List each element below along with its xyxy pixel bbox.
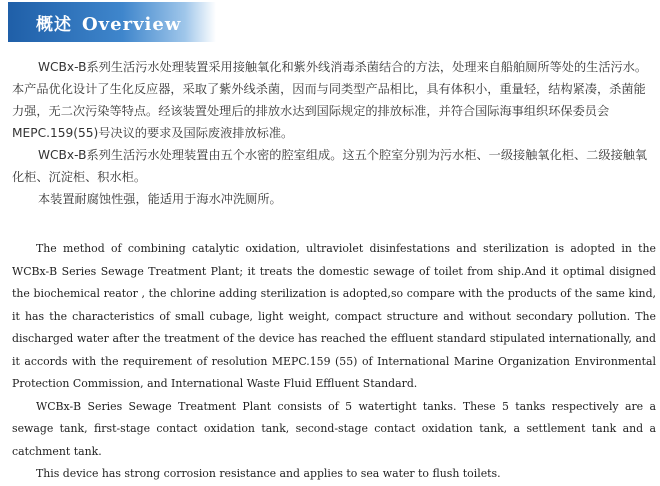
chinese-description: [12, 56, 652, 210]
en-paragraph-3: This device has strong corrosion resistance and applies to sea water to flush toilets.: [36, 467, 501, 480]
en-paragraph-2: WCBx-B Series Sewage Treatment Plant consists of 5 watertight tanks. These 5 tanks respectively are a sewage tank, first-stage contact oxidation tank, second-stage contact oxidation tank, a settlement tank and a catchment tank.: [12, 399, 656, 458]
section-title-cn: 概述: [36, 14, 72, 35]
section-title: [8, 10, 181, 35]
cn-paragraph-3: 本装置耐腐蚀性强，能适用于海水冲洗厕所。: [38, 192, 282, 206]
cn-paragraph-1: WCBx-B系列生活污水处理装置采用接触氧化和紫外线消毒杀菌结合的方法，处理来自船舶厕所等处的生活污水。本产品优化设计了生化反应器，采取了紫外线杀菌，因而与同类型产品相比，具有体积小，重量轻，结构紧凑，杀菌能力强，无二次污染等特点。经该装置处理后的排放水达到国际规定的排放标准，并符合国际海事组织环保委员会MEPC.159(55)号决议的要求及国际废液排放标准。: [12, 60, 648, 140]
en-paragraph-1: The method of combining catalytic oxidation, ultraviolet disinfestations and sterilization is adopted in the WCBx-B Series Sewage Treatment Plant; it treats the domestic sewage of toilet from ship.And it optimal disigned the biochemical reator , the chlorine adding sterilization is adopted,so compare with the products of the same kind, it has the characteristics of small cubage, light weight, compact structure and without secondary pollution. The discharged water after the treatment of the device has reached the effluent standard stipulated internationally, and it accords with the requirement of resolution MEPC.159 (55) of International Marine Organization Environmental Protection Commission, and International Waste Fluid Effluent Standard.: [12, 242, 656, 390]
section-title-en: Overview: [82, 13, 182, 35]
english-description: [12, 238, 656, 486]
section-header: [8, 2, 216, 42]
cn-paragraph-2: WCBx-B系列生活污水处理装置由五个水密的腔室组成。这五个腔室分别为污水柜、一级接触氧化柜、二级接触氧化柜、沉淀柜、积水柜。: [12, 148, 648, 184]
